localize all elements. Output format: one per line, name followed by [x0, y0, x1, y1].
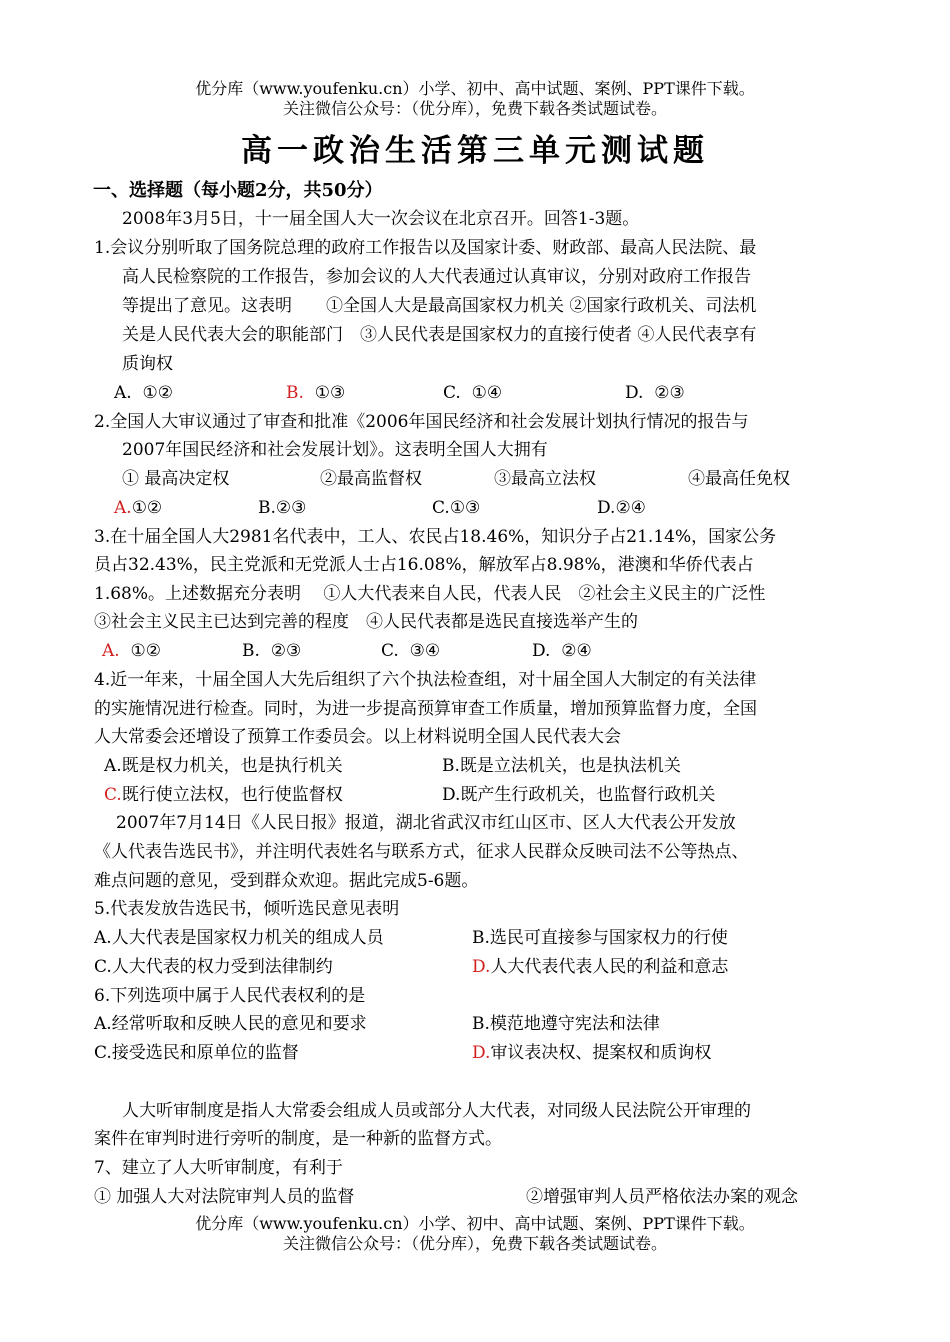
q1-line: 1.会议分别听取了国务院总理的政府工作报告以及国家计委、财政部、最高人民法院、最 — [94, 238, 757, 258]
q4-option-b: B.既是立法机关，也是执法机关 — [442, 756, 681, 776]
q3-line: ③社会主义民主已达到完善的程度 ④人民代表都是选民直接选举产生的 — [94, 612, 638, 632]
q5-option-a: A.人大代表是国家权力机关的组成人员 — [94, 928, 384, 948]
q7-stem: 7、建立了人大听审制度，有利于 — [94, 1158, 343, 1178]
q3-option-b: B. ②③ — [242, 641, 302, 661]
q2-item: ②最高监督权 — [320, 469, 422, 489]
q6-option-d: D.审议表决权、提案权和质询权 — [472, 1043, 712, 1063]
intro-paragraph-1: 2008年3月5日，十一届全国人大一次会议在北京召开。回答1-3题。 — [122, 209, 640, 229]
q4-option-c: C.既行使立法权，也行使监督权 — [104, 785, 343, 805]
footer-line-2: 关注微信公众号：（优分库），免费下载各类试题试卷。 — [282, 1234, 667, 1253]
section-heading: 一、选择题（每小题2分，共50分） — [93, 180, 383, 201]
q3-option-a: A. ①② — [102, 641, 161, 661]
q5-option-b: B.选民可直接参与国家权力的行使 — [472, 928, 728, 948]
q3-option-d: D. ②④ — [532, 641, 592, 661]
q3-option-c: C. ③④ — [381, 641, 441, 661]
q7-item: ②增强审判人员严格依法办案的观念 — [526, 1187, 798, 1207]
q3-line: 员占32.43%，民主党派和无党派人士占16.08%，解放军占8.98%，港澳和华侨代表占 — [94, 555, 754, 575]
q1-line: 高人民检察院的工作报告，参加会议的人大代表通过认真审议，分别对政府工作报告 — [122, 267, 751, 287]
footer-line-1: 优分库（www.youfenku.cn）小学、初中、高中试题、案例、PPT课件下载。 — [195, 1214, 755, 1233]
q2-item: ③最高立法权 — [494, 469, 596, 489]
q4-option-a: A.既是权力机关，也是执行机关 — [104, 756, 343, 776]
q4-line: 4.近一年来，十届全国人大先后组织了六个执法检查组，对十届全国人大制定的有关法律 — [94, 670, 757, 690]
q4-line: 的实施情况进行检查。同时，为进一步提高预算审查工作质量，增加预算监督力度，全国 — [94, 699, 757, 719]
intro-paragraph-2: 《人代表告选民书》，并注明代表姓名与联系方式，征求人民群众反映司法不公等热点、 — [94, 842, 749, 862]
q2-item: ④最高任免权 — [688, 469, 790, 489]
q1-option-c: C. ①④ — [443, 383, 503, 403]
q2-option-c: C.①③ — [432, 498, 481, 518]
header-line-2: 关注微信公众号：（优分库），免费下载各类试题试卷。 — [282, 99, 667, 118]
q2-line: 2.全国人大审议通过了审查和批准《2006年国民经济和社会发展计划执行情况的报告与 — [94, 412, 749, 432]
q2-option-d: D.②④ — [597, 498, 646, 518]
q2-line: 2007年国民经济和社会发展计划》。这表明全国人大拥有 — [122, 440, 548, 460]
page-title: 高一政治生活第三单元测试题 — [241, 133, 709, 169]
q6-option-a: A.经常听取和反映人民的意见和要求 — [94, 1014, 367, 1034]
q1-line: 等提出了意见。这表明 ①全国人大是最高国家权力机关 ②国家行政机关、司法机 — [122, 296, 757, 316]
q1-option-a: A. ①② — [114, 383, 173, 403]
intro-paragraph-3: 人大听审制度是指人大常委会组成人员或部分人大代表，对同级人民法院公开审理的 — [122, 1101, 751, 1121]
q7-item: ① 加强人大对法院审判人员的监督 — [94, 1187, 355, 1207]
header-line-1: 优分库（www.youfenku.cn）小学、初中、高中试题、案例、PPT课件下载。 — [195, 79, 755, 98]
q4-option-d: D.既产生行政机关，也监督行政机关 — [442, 785, 716, 805]
q2-option-a: A.①② — [114, 498, 163, 518]
intro-paragraph-3: 案件在审判时进行旁听的制度，是一种新的监督方式。 — [94, 1129, 502, 1149]
q6-stem: 6.下列选项中属于人民代表权利的是 — [94, 986, 366, 1006]
q1-line: 质询权 — [122, 354, 173, 374]
q6-option-c: C.接受选民和原单位的监督 — [94, 1043, 299, 1063]
q5-option-c: C.人大代表的权力受到法律制约 — [94, 957, 333, 977]
q5-stem: 5.代表发放告选民书，倾听选民意见表明 — [94, 899, 400, 919]
q3-line: 1.68%。上述数据充分表明 ①人大代表来自人民，代表人民 ②社会主义民主的广泛性 — [94, 584, 766, 604]
q1-line: 关是人民代表大会的职能部门 ③人民代表是国家权力的直接行使者 ④人民代表享有 — [122, 325, 757, 345]
q2-item: ① 最高决定权 — [122, 469, 230, 489]
q1-option-d: D. ②③ — [625, 383, 685, 403]
intro-paragraph-2: 难点问题的意见，受到群众欢迎。据此完成5-6题。 — [94, 871, 479, 891]
q2-option-b: B.②③ — [258, 498, 307, 518]
q6-option-b: B.模范地遵守宪法和法律 — [472, 1014, 660, 1034]
q5-option-d: D.人大代表代表人民的利益和意志 — [472, 957, 729, 977]
q4-line: 人大常委会还增设了预算工作委员会。以上材料说明全国人民代表大会 — [94, 727, 621, 747]
q1-option-b: B. ①③ — [286, 383, 346, 403]
intro-paragraph-2: 2007年7月14日《人民日报》报道，湖北省武汉市红山区市、区人大代表公开发放 — [116, 813, 736, 833]
q3-line: 3.在十届全国人大2981名代表中，工人、农民占18.46%，知识分子占21.14%，国家公务 — [94, 527, 777, 547]
